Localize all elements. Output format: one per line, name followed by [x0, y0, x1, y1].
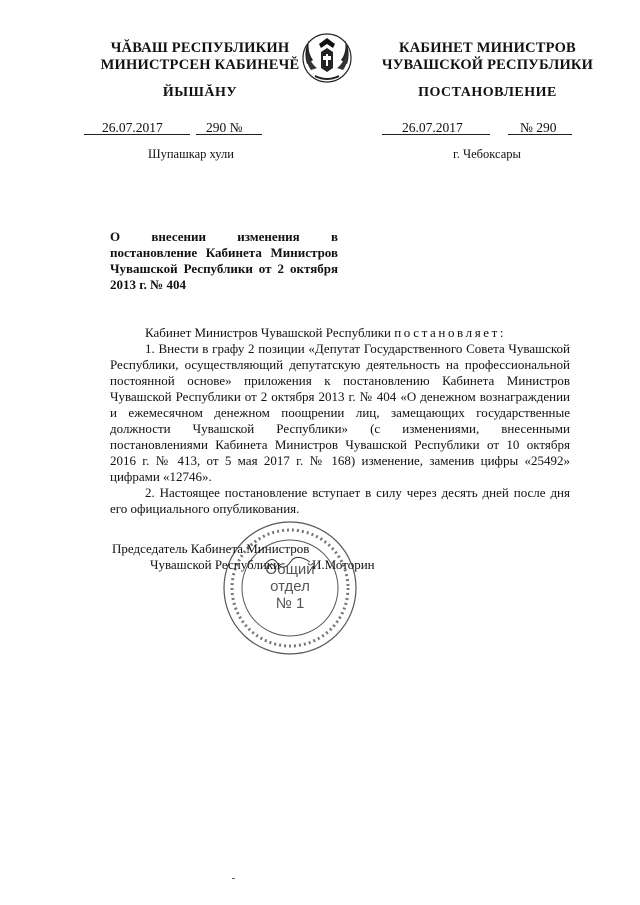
header-left-doc-type: ЙЫШĂНУ: [162, 85, 238, 100]
header-left-line2: МИНИСТРСЕН КАБИНЕЧĔ: [100, 57, 300, 73]
page-mark: [232, 878, 235, 879]
body-intro: [110, 325, 570, 341]
header-right-line1: КАБИНЕТ МИНИСТРОВ: [399, 40, 576, 56]
header-left-number-underline: [196, 134, 262, 135]
stamp-line-2: отдел: [270, 578, 310, 595]
stamp-line-1: Общий: [265, 561, 315, 578]
header-right-title: [370, 40, 605, 74]
header-left-place: Шупашкар хули: [148, 147, 234, 161]
handwritten-signature: [262, 552, 312, 577]
body-intro-prefix: Кабинет Министров Чувашской Республики: [145, 325, 391, 340]
signature-title-line2: Чувашской Республики: [150, 557, 281, 572]
header-right-date-underline: [382, 134, 490, 135]
body-item-2: 2. Настоящее постановление вступает в силу через десять дней после дня его официального опубликования.: [110, 485, 570, 516]
signature-name: И.Моторин: [312, 557, 375, 572]
header-right-number: № 290: [520, 120, 557, 135]
header-right-number-underline: [508, 134, 572, 135]
header-left-date: 26.07.2017: [102, 120, 163, 135]
header-right-date: 26.07.2017: [402, 120, 463, 135]
document-subject: О внесении изменения в постановление Кабинета Министров Чувашской Республики от 2 октября 2013 г. № 404: [110, 229, 338, 292]
header-left-title: [85, 40, 315, 74]
header-left-line1: ЧĂВАШ РЕСПУБЛИКИН: [110, 40, 290, 56]
header-right-doc-type: ПОСТАНОВЛЕНИЕ: [418, 85, 557, 100]
document-body: [110, 325, 570, 517]
header-left-date-underline: [84, 134, 190, 135]
header-left-number: 290 №: [206, 120, 243, 135]
body-intro-verb: постановляет:: [394, 325, 507, 340]
chuvash-coat-of-arms-icon: [297, 26, 357, 86]
stamp-line-3: № 1: [275, 595, 305, 612]
header-right-place: г. Чебоксары: [453, 147, 521, 161]
body-item-1: 1. Внести в графу 2 позиции «Депутат Государственного Совета Чувашской Республики, осуществляющий депутатскую деятельность на профессиональной постоянной основе» приложения к постановлению Кабинета Министров Чувашской Республики от 2 октября 2013 г. № 404 «О денежном вознаграждении и ежемесячном денежном поощрении лиц, замещающих государственные должности Чувашской Республики» (с изменениями, внесенными постановлениями Кабинета Министров Чувашской Республики от 10 октября 2016 г. № 413, от 5 мая 2017 г. № 168) изменение, заменив цифры «25492» цифрами «12746».: [110, 341, 570, 484]
header-right-line2: ЧУВАШСКОЙ РЕСПУБЛИКИ: [381, 57, 594, 73]
signature-title-line1: Председатель Кабинета Министров: [112, 541, 310, 556]
